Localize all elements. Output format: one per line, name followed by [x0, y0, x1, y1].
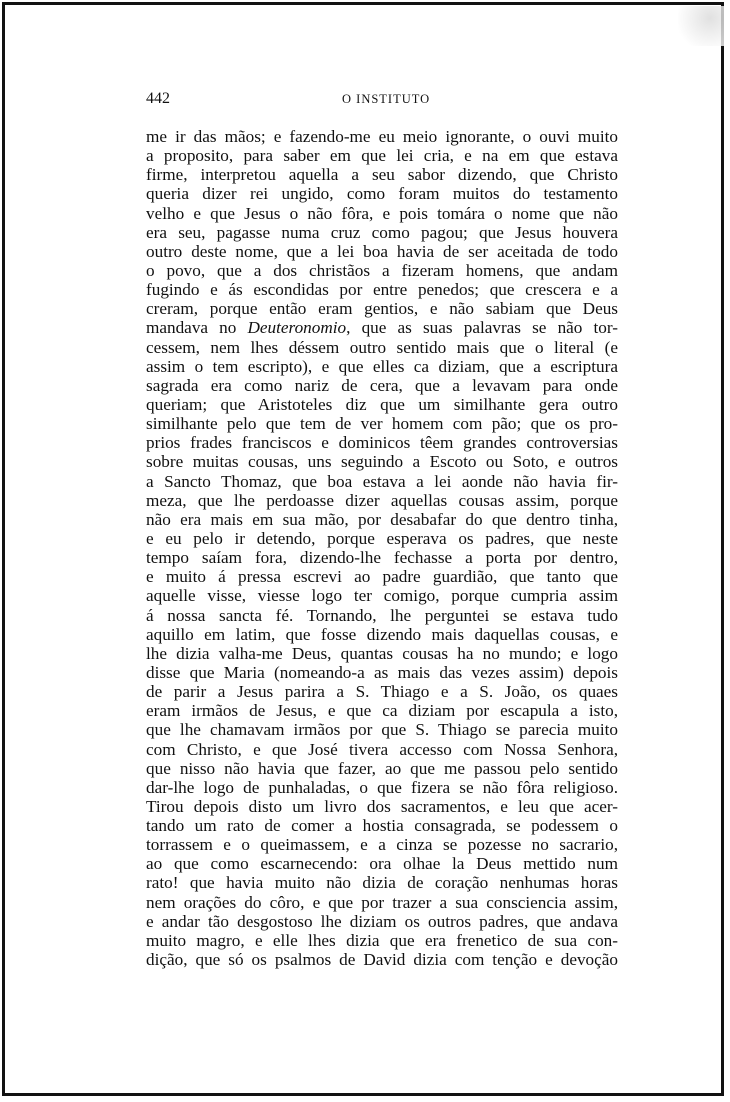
text-line: eram irmãos de Jesus, e que ca diziam por escapula a isto,	[146, 701, 618, 721]
text-line: era seu, pagasse numa cruz como pagou; que Jesus houvera	[146, 222, 618, 242]
text-line: queria dizer rei ungido, como foram muitos do testamento	[146, 184, 618, 204]
text-line: meza, que lhe perdoasse dizer aquellas cousas assim, porque	[146, 490, 618, 510]
text-line: a proposito, para saber em que lei cria, e na em que estava	[146, 146, 618, 166]
text-line: queriam; que Aristoteles diz que um similhante gera outro	[146, 394, 618, 414]
text-line: o povo, que a dos christãos a fizeram homens, que andam	[146, 260, 618, 280]
text-line: e muito á pressa escrevi ao padre guardião, que tanto que	[146, 567, 618, 587]
text-line: mandava no Deuteronomio, que as suas palavras se não tor-	[146, 318, 618, 338]
text-line: velho e que Jesus o não fôra, e pois tomára o nome que não	[146, 203, 618, 223]
text-line: aquillo em latim, que fosse dizendo mais daquellas cousas, e	[146, 624, 618, 644]
text-line: sobre muitas cousas, uns seguindo a Escoto ou Soto, e outros	[146, 452, 618, 472]
text-line: ao que como escarnecendo: ora olhae la Deus mettido num	[146, 854, 618, 874]
text-line: á nossa sancta fé. Tornando, lhe perguntei se estava tudo	[146, 605, 618, 625]
text-line: nem orações do côro, e que por trazer a sua consciencia assim,	[146, 892, 618, 912]
text-line: dar-lhe logo de punhaladas, o que fizera se não fôra religioso.	[146, 777, 618, 797]
text-line: tempo saíam fora, dizendo-lhe fechasse a porta por dentro,	[146, 548, 618, 568]
page-number: 442	[146, 90, 170, 107]
text-line: outro deste nome, que a lei boa havia de ser aceitada de todo	[146, 241, 618, 261]
text-line: firme, interpretou aquella a seu sabor dizendo, que Christo	[146, 165, 618, 185]
text-line: de parir a Jesus parira a S. Thiago e a S. João, os quaes	[146, 682, 618, 702]
text-line: Tirou depois disto um livro dos sacramentos, e leu que acer-	[146, 796, 618, 816]
text-line: e andar tão desgostoso lhe diziam os outros padres, que andava	[146, 911, 618, 931]
text-line: creram, porque então eram gentios, e não sabiam que Deus	[146, 299, 618, 319]
text-line: sagrada era como nariz de cera, que a levavam para onde	[146, 375, 618, 395]
book-title-italic: Deuteronomio	[247, 318, 347, 338]
text-line: tando um rato de comer a hostia consagrada, se podessem o	[146, 816, 618, 836]
text-line: não era mais em sua mão, por desabafar do que dentro tinha,	[146, 509, 618, 529]
running-title: O INSTITUTO	[342, 92, 431, 106]
text-line: que lhe chamavam irmãos por que S. Thiago se parecia muito	[146, 720, 618, 740]
text-line: prios frades franciscos e dominicos têem grandes controversias	[146, 433, 618, 453]
text-line: assim o tem escripto), e que elles ca diziam, que a escriptura	[146, 356, 618, 376]
text-line: torrassem e o queimassem, e a cinza se pozesse no sacrario,	[146, 835, 618, 855]
text-line: e eu pelo ir detendo, porque esperava os padres, que neste	[146, 528, 618, 548]
text-line: a Sancto Thomaz, que boa estava a lei aonde não havia fir-	[146, 471, 618, 491]
text-line: que nisso não havia que fazer, ao que me passou pelo sentido	[146, 758, 618, 778]
text-line: lhe dizia valha-me Deus, quantas cousas ha no mundo; e logo	[146, 643, 618, 663]
text-line: similhante pelo que tem de ver homem com pão; que os pro-	[146, 414, 618, 434]
text-line: me ir das mãos; e fazendo-me eu meio ignorante, o ouvi muito	[146, 127, 618, 146]
text-line: com Christo, e que José tivera accesso com Nossa Senhora,	[146, 739, 618, 759]
text-line: dição, que só os psalmos de David dizia com tenção e devoção	[146, 950, 618, 970]
corner-smudge	[678, 6, 724, 46]
text-line: fugindo e ás escondidas por entre penedos; que crescera e a	[146, 280, 618, 300]
body-text	[146, 127, 618, 969]
text-line: aquelle visse, viesse logo ter comigo, porque cumpria assim	[146, 586, 618, 606]
page-header	[146, 90, 618, 112]
text-line: rato! que havia muito não dizia de coração nenhumas horas	[146, 873, 618, 893]
text-line: muito magro, e elle lhes dizia que era frenetico de sua con-	[146, 930, 618, 950]
text-line: disse que Maria (nomeando-a as mais das vezes assim) depois	[146, 662, 618, 682]
text-line: cessem, nem lhes déssem outro sentido mais que o literal (e	[146, 337, 618, 357]
